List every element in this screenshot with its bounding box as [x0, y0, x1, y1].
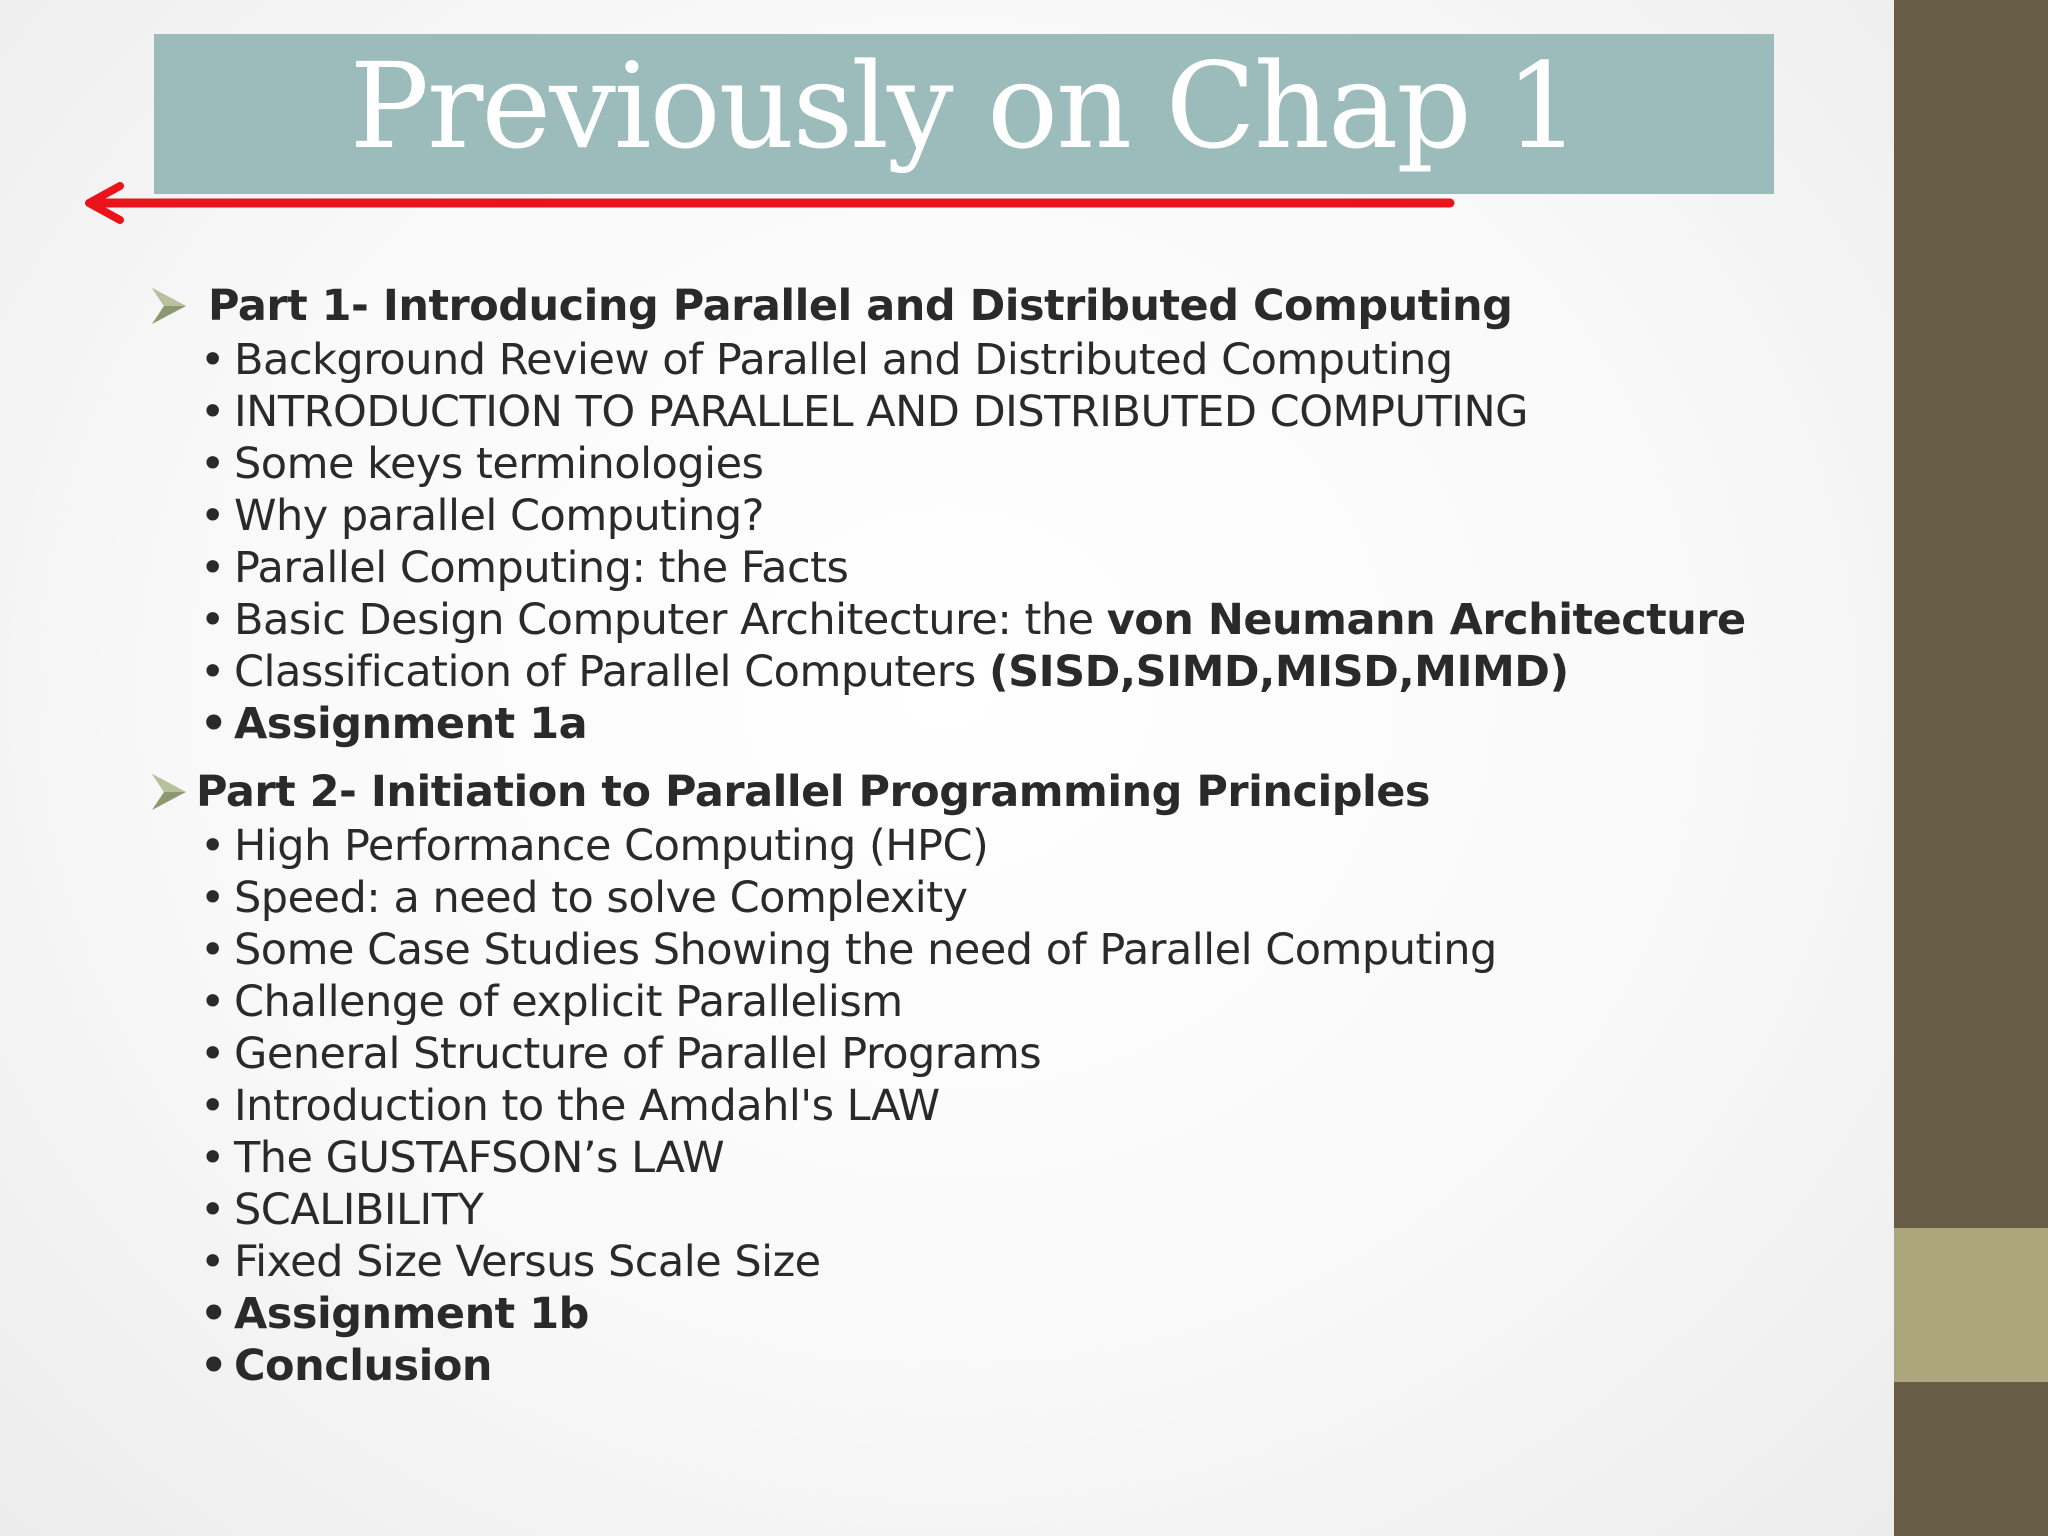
list-item-assignment: [150, 698, 1850, 750]
list-item: [150, 976, 1850, 1028]
bullet: •: [200, 647, 225, 697]
bullet: •: [200, 1029, 225, 1079]
title-banner: [154, 34, 1774, 194]
list-item-text: Some keys terminologies: [234, 439, 764, 489]
list-item-text: Some Case Studies Showing the need of Parallel Computing: [234, 925, 1497, 975]
list-item-text: Assignment 1b: [234, 1289, 589, 1339]
list-item-text: Background Review of Parallel and Distributed Computing: [234, 335, 1453, 385]
bullet: •: [200, 387, 225, 437]
red-arrow-icon: [80, 182, 1460, 232]
list-item: [150, 542, 1850, 594]
bullet: •: [200, 1185, 225, 1235]
list-item: [150, 334, 1850, 386]
part2-heading-text: Part 2- Initiation to Parallel Programming Principles: [196, 767, 1431, 817]
list-item: [150, 1184, 1850, 1236]
list-item: [150, 646, 1850, 698]
list-item-text: Introduction to the Amdahl's LAW: [234, 1081, 940, 1131]
list-item-bold-text: von Neumann Architecture: [1106, 595, 1746, 645]
side-bar-accent: [1894, 1228, 2048, 1382]
list-item-text: Why parallel Computing?: [234, 491, 764, 541]
list-item: [150, 872, 1850, 924]
list-item-text: Parallel Computing: the Facts: [234, 543, 849, 593]
bullet: •: [200, 543, 225, 593]
part1-heading-text: Part 1- Introducing Parallel and Distributed Computing: [208, 281, 1513, 331]
bullet: •: [200, 977, 225, 1027]
list-item: [150, 1236, 1850, 1288]
list-item: [150, 1080, 1850, 1132]
chevron-bullet-icon: [152, 772, 186, 812]
bullet: •: [200, 595, 225, 645]
list-item-text: Speed: a need to solve Complexity: [234, 873, 968, 923]
list-item-text: Basic Design Computer Architecture: the: [234, 595, 1107, 645]
list-item-assignment: [150, 1288, 1850, 1340]
bullet: •: [200, 821, 225, 871]
bullet: •: [200, 1133, 225, 1183]
list-item-text: Assignment 1a: [234, 699, 588, 749]
bullet: •: [200, 1289, 227, 1339]
list-item-text: General Structure of Parallel Programs: [234, 1029, 1042, 1079]
bullet: •: [200, 699, 227, 749]
list-item-text: SCALIBILITY: [234, 1185, 484, 1235]
list-item-text: High Performance Computing (HPC): [234, 821, 989, 871]
list-item: [150, 438, 1850, 490]
bullet: •: [200, 1081, 225, 1131]
bullet: •: [200, 925, 225, 975]
chevron-bullet-icon: [152, 286, 186, 326]
bullet: •: [200, 1341, 227, 1391]
list-item-bold-text: (SISD,SIMD,MISD,MIMD): [988, 647, 1569, 697]
list-item-text: The GUSTAFSON’s LAW: [234, 1133, 725, 1183]
list-item-text: Classification of Parallel Computers: [234, 647, 989, 697]
list-item: [150, 924, 1850, 976]
bullet: •: [200, 335, 225, 385]
list-item-text: INTRODUCTION TO PARALLEL AND DISTRIBUTED COMPUTING: [234, 387, 1528, 437]
bullet: •: [200, 439, 225, 489]
list-item-text: Challenge of explicit Parallelism: [234, 977, 903, 1027]
list-item-text: Fixed Size Versus Scale Size: [234, 1237, 821, 1287]
part1-heading: [150, 278, 1850, 334]
list-item: [150, 1132, 1850, 1184]
list-item-text: Conclusion: [234, 1341, 493, 1391]
list-item: [150, 386, 1850, 438]
part2-heading: [150, 764, 1850, 820]
bullet: •: [200, 1237, 225, 1287]
list-item-conclusion: [150, 1340, 1850, 1392]
bullet: •: [200, 491, 225, 541]
list-item: [150, 820, 1850, 872]
page-title: Previously on Chap 1: [349, 37, 1579, 175]
bullet: •: [200, 873, 225, 923]
list-item: [150, 490, 1850, 542]
list-item: [150, 594, 1850, 646]
list-item: [150, 1028, 1850, 1080]
content-area: [150, 278, 1850, 1392]
